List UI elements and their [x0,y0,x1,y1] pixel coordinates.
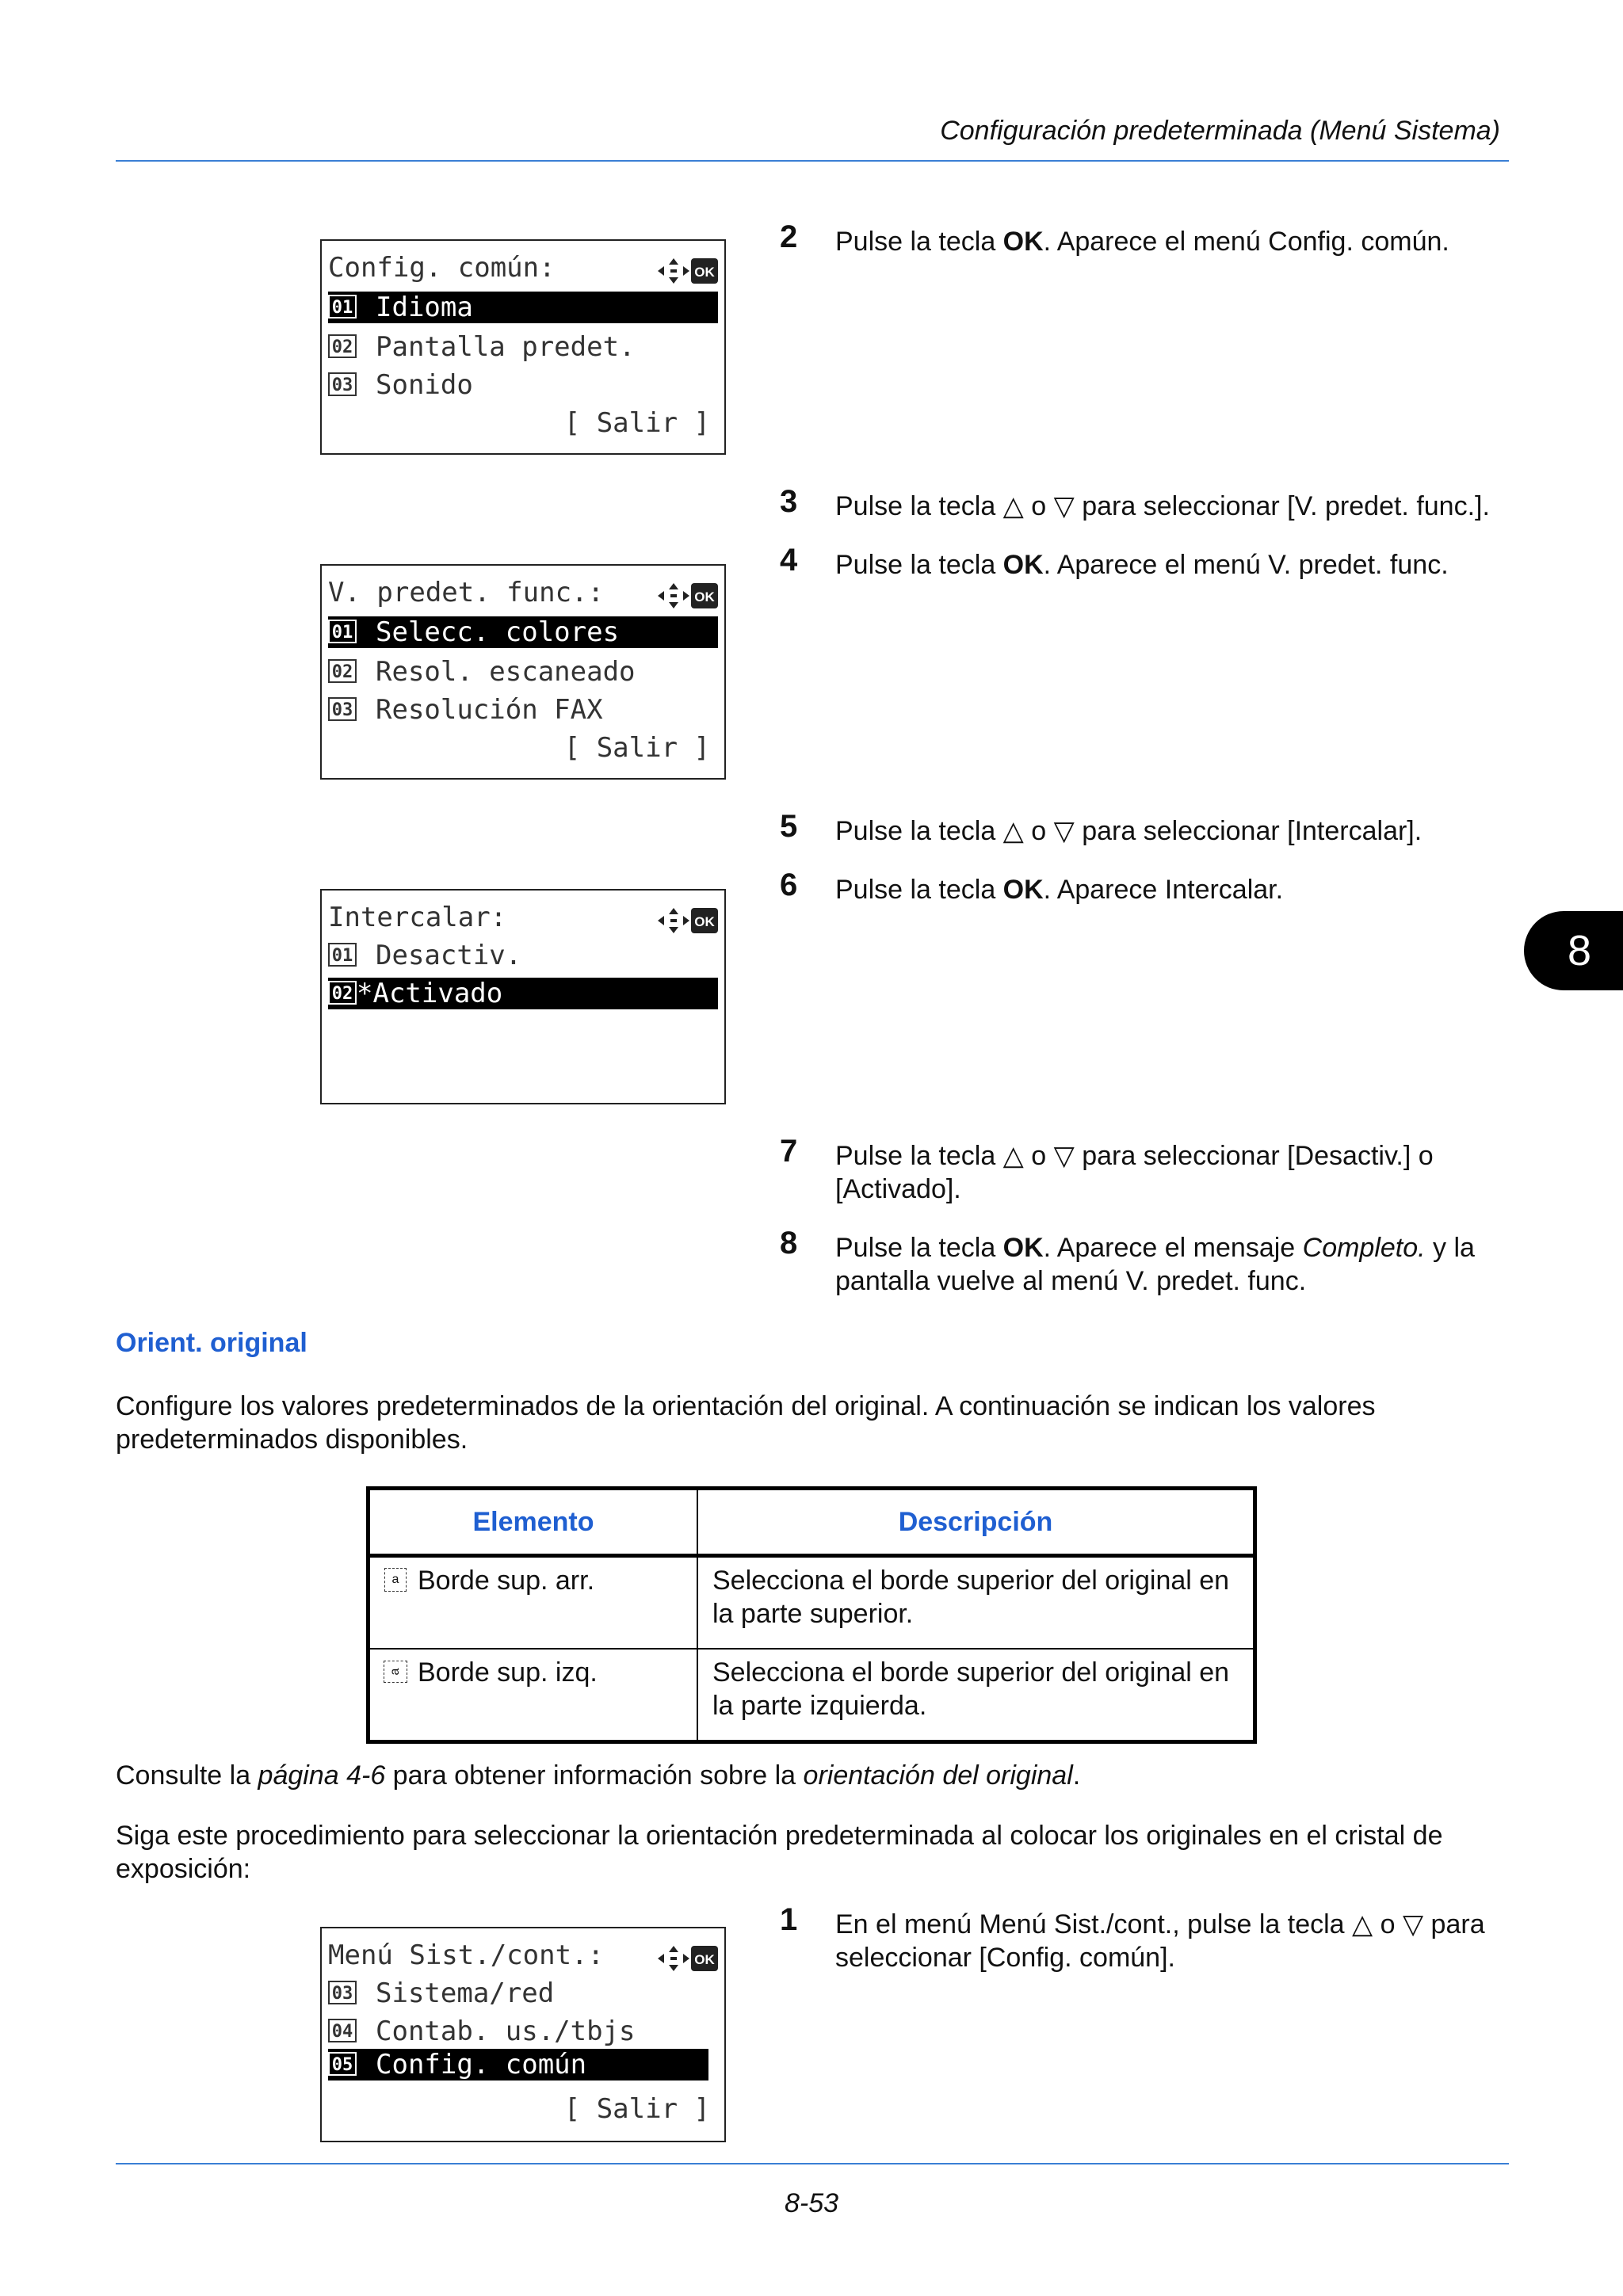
lcd-row[interactable]: 03 Sistema/red [328,1978,718,2009]
section-title: Orient. original [116,1328,307,1358]
nav-arrows-ok-icon [656,580,718,612]
svg-text:OK: OK [694,1952,715,1967]
svg-text:OK: OK [694,589,715,605]
table-row [369,1556,1255,1650]
section-intro: Configure los valores predeterminados de la orientación del original. A continuación se indican los valores predeterminados disponibles. [116,1391,1376,1455]
lcd-title: Intercalar: [328,902,507,933]
table-row [369,1649,1255,1742]
svg-text:OK: OK [694,914,715,929]
footer-rule [116,2163,1509,2164]
page-reference-link[interactable]: página 4-6 [258,1760,386,1791]
nav-arrows-ok-icon [656,255,718,287]
lcd-exit-button[interactable]: [ Salir ] [563,407,710,439]
lcd-title: Config. común: [328,252,556,284]
table-header: Descripción [697,1489,1255,1556]
lcd-title: Menú Sist./cont.: [328,1939,604,1971]
top-edge-left-icon: a [384,1661,407,1683]
lcd-screen-menu-sist [320,1927,726,2142]
table-cell-description: Selecciona el borde superior del original en la parte superior. [697,1556,1255,1650]
lcd-row[interactable]: 02 Resol. escaneado [328,656,718,688]
lcd-title: V. predet. func.: [328,577,604,608]
lcd-row[interactable]: 01 Desactiv. [328,940,718,971]
options-table [366,1486,1257,1744]
lcd-row[interactable]: 01 Selecc. colores [328,616,718,648]
lcd-row[interactable]: 01 Idioma [328,292,718,323]
nav-arrows-ok-icon [656,905,718,936]
reference-text: Consulte la página 4-6 para obtener información sobre la orientación del original. [116,1760,1081,1791]
lcd-row[interactable]: 04 Contab. us./tbjs [328,2016,718,2047]
lcd-screen-config-comun [320,239,726,455]
header-rule [116,160,1509,162]
table-cell-element: a Borde sup. izq. [369,1649,698,1742]
lcd-row[interactable]: 03 Resolución FAX [328,694,718,726]
table-cell-description: Selecciona el borde superior del original en la parte izquierda. [697,1649,1255,1742]
table-cell-element: a Borde sup. arr. [369,1556,698,1650]
lcd-screen-predet-func [320,564,726,780]
lcd-exit-button[interactable]: [ Salir ] [563,732,710,764]
lcd-row[interactable]: 02 *Activado [328,978,718,1009]
lcd-row[interactable]: 02 Pantalla predet. [328,331,718,363]
lcd-row[interactable]: 05 Config. común [328,2049,708,2081]
table-header: Elemento [369,1489,698,1556]
lcd-row[interactable]: 03 Sonido [328,369,718,401]
page-number: 8-53 [784,2188,839,2218]
svg-text:OK: OK [694,265,715,280]
header-title: Configuración predeterminada (Menú Sistema) [940,116,1500,146]
lcd-exit-button[interactable]: [ Salir ] [563,2093,710,2125]
procedure-text: Siga este procedimiento para seleccionar la orientación predeterminada al colocar los originales en el cristal de exposición: [116,1821,1443,1884]
top-edge-up-icon: a [384,1568,407,1592]
chapter-tab: 8 [1524,911,1623,990]
lcd-screen-intercalar [320,889,726,1104]
nav-arrows-ok-icon [656,1943,718,1974]
